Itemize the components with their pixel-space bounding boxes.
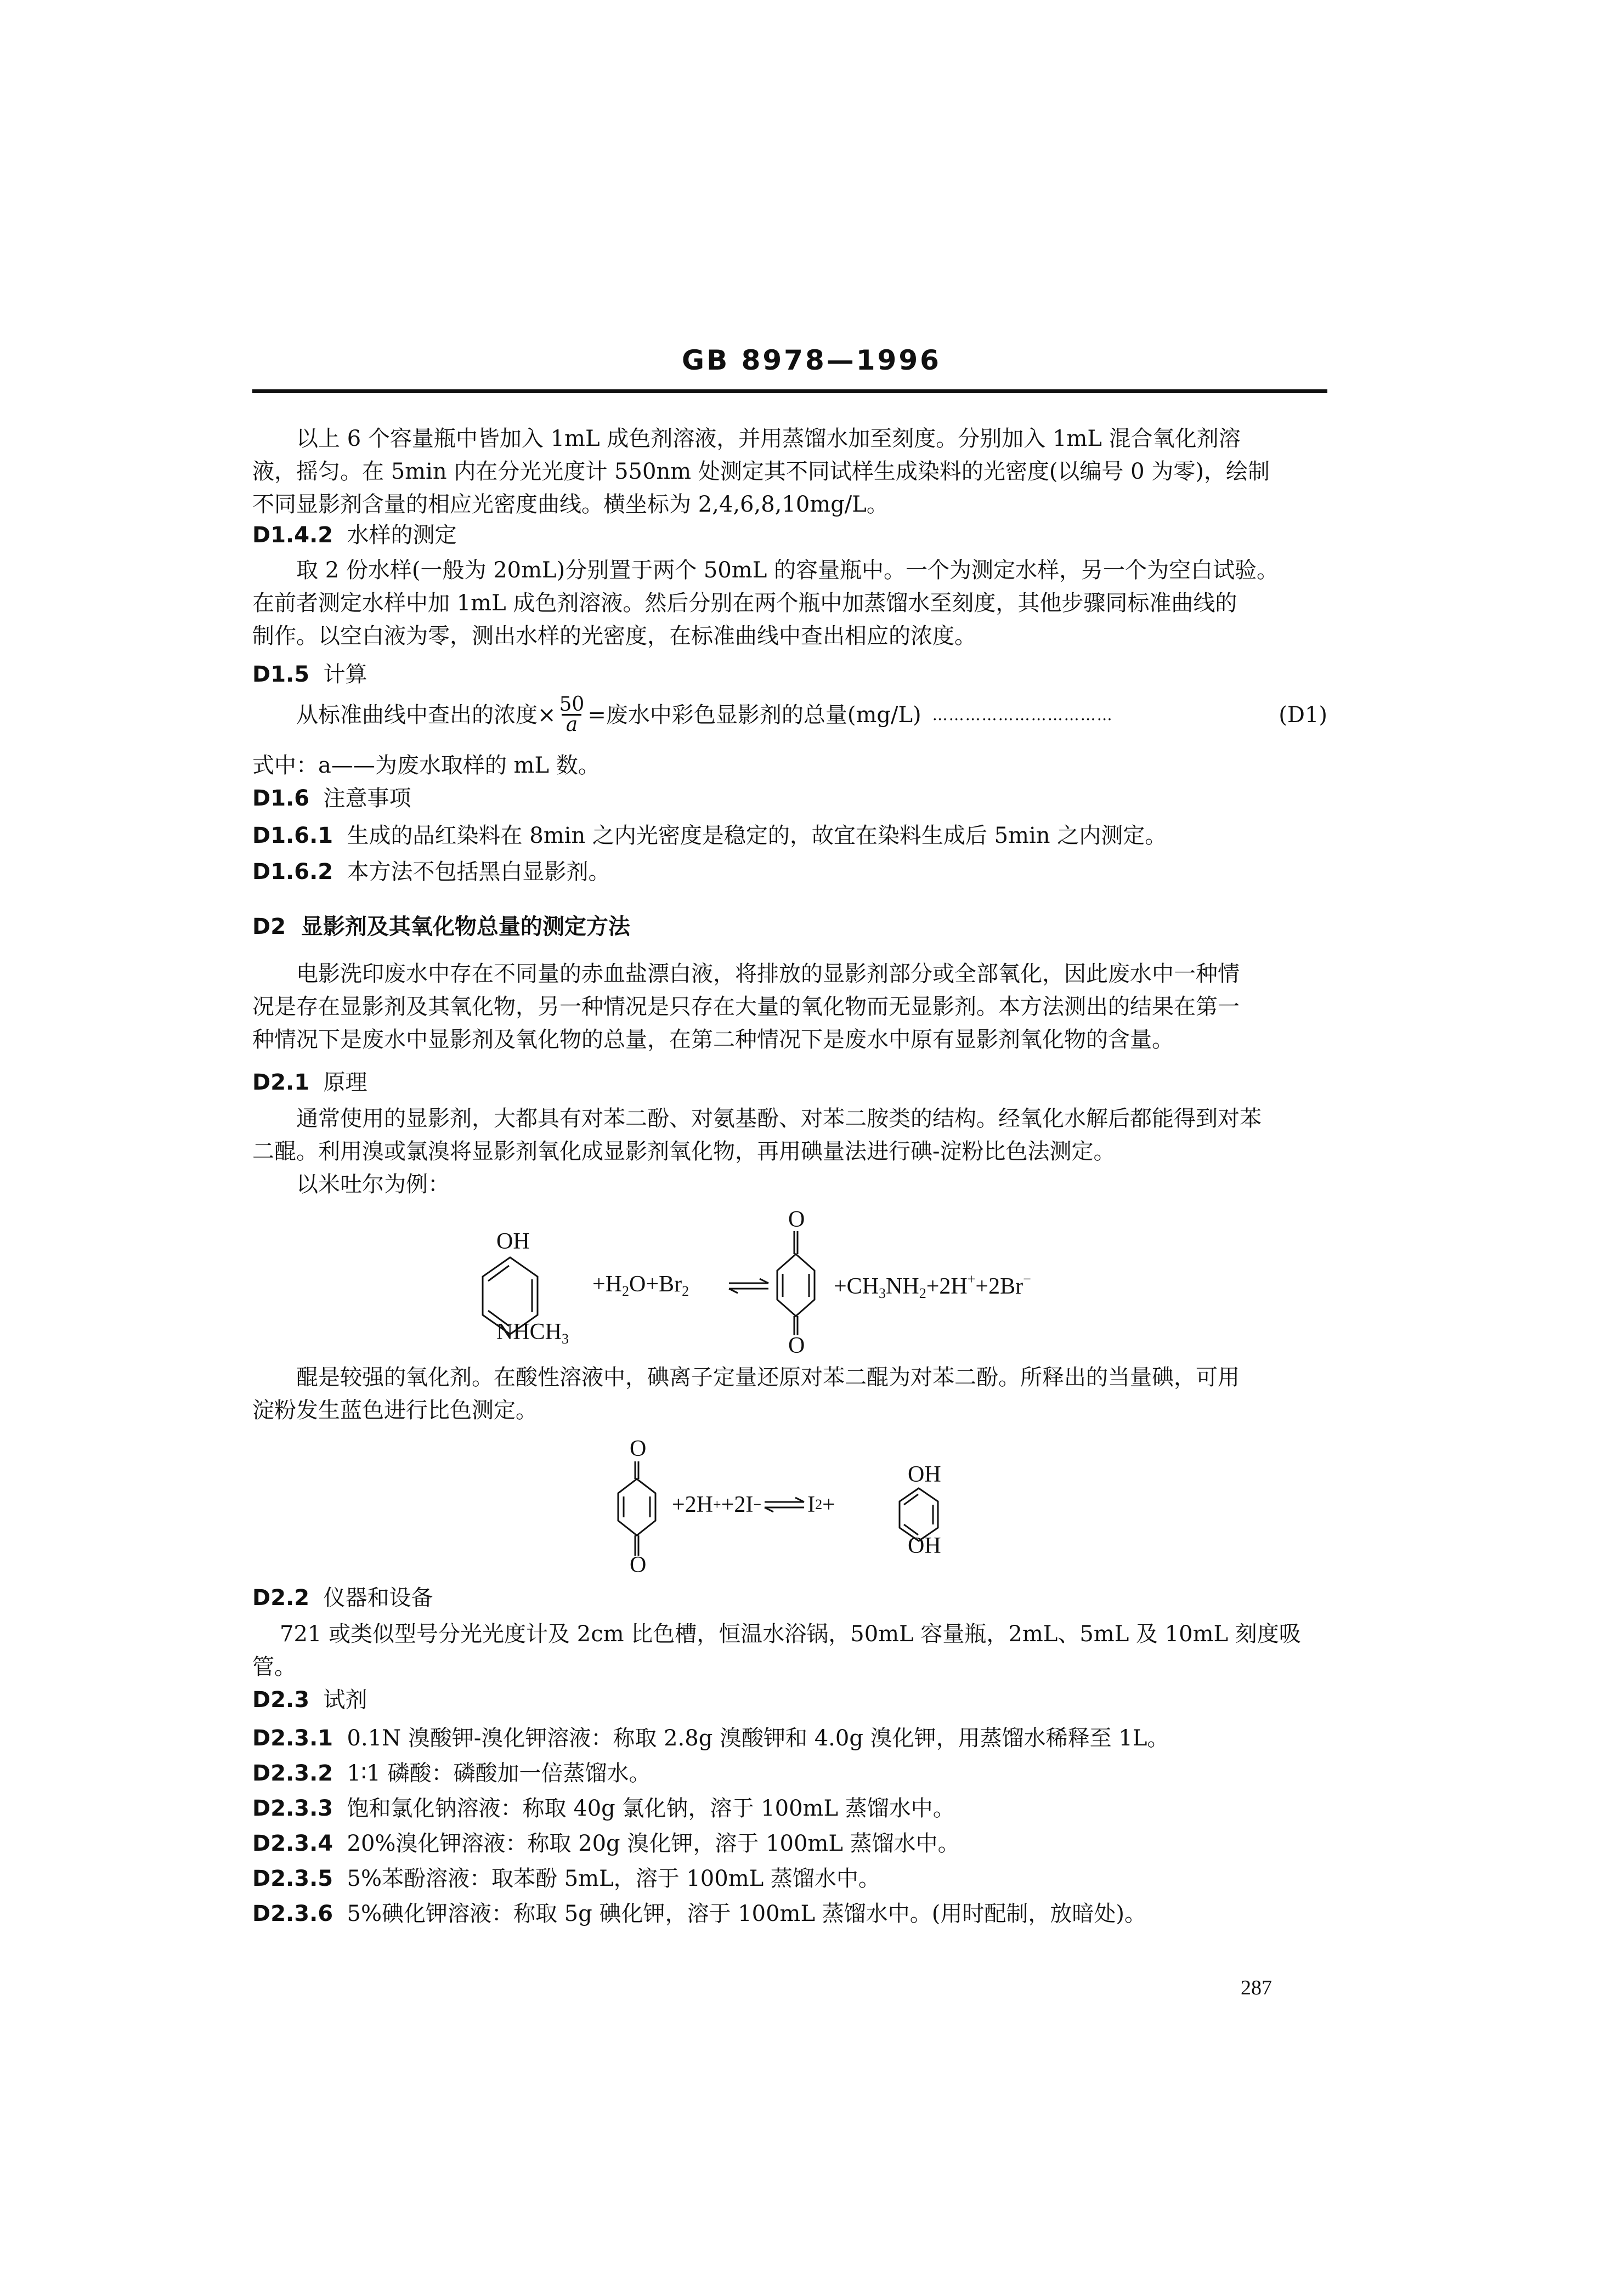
plus: + <box>822 1492 835 1517</box>
section-d1-4-2-heading <box>252 522 457 548</box>
subscript: 2 <box>682 1283 689 1299</box>
metol-nhch3-label <box>496 1319 569 1347</box>
d1-4-2-line-3: 制作。以空白液为零，测出水样的光密度，在标准曲线中查出相应的浓度。 <box>252 623 976 649</box>
plus-2h: +2H <box>672 1492 714 1517</box>
section-title: 计算 <box>323 662 367 687</box>
section-d2-heading <box>252 914 630 940</box>
section-number: D2.2 <box>252 1585 310 1611</box>
subscript: 2 <box>622 1283 630 1299</box>
subscript: 3 <box>879 1285 886 1301</box>
d2-1-line-2: 二醌。利用溴或氯溴将显影剂氧化成显影剂氧化物，再用碘量法进行碘-淀粉比色法测定。 <box>252 1139 1116 1164</box>
intro-line-2: 液，摇匀。在 5min 内在分光光度计 550nm 处测定其不同试样生成染料的光密度(以编号 0 为零)，绘制 <box>252 459 1270 484</box>
quinone-top-o: O <box>788 1207 805 1232</box>
section-d1-6-1 <box>252 823 1167 849</box>
plus-2i: +2I <box>721 1492 754 1517</box>
reaction2-middle <box>672 1492 835 1518</box>
d2-1-after-line-1: 醌是较强的氧化剂。在酸性溶液中，碘离子定量还原对苯二醌为对苯二酚。所释出的当量碘，可用 <box>296 1365 1240 1390</box>
hydroquinone-bottom-oh: OH <box>908 1533 941 1558</box>
d2-line-3: 种情况下是废水中显影剂及氧化物的总量，在第二种情况下是废水中原有显影剂氧化物的含量。 <box>252 1027 1174 1052</box>
quinone2-ring-icon <box>612 1461 661 1557</box>
section-number: D1.4.2 <box>252 523 333 548</box>
formula-left: 从标准曲线中查出的浓度× <box>296 702 556 728</box>
reagent-item <box>252 1866 880 1892</box>
header-rule <box>252 389 1327 393</box>
formula-leader-dots: …………………………… <box>932 705 1113 724</box>
section-text: 生成的品红染料在 8min 之内光密度是稳定的，故宜在染料生成后 5min 之内测定。 <box>347 823 1167 848</box>
fraction-numerator: 50 <box>559 693 585 716</box>
reagent-item <box>252 1901 1146 1927</box>
intro-line-3: 不同显影剂含量的相应光密度曲线。横坐标为 2,4,6,8,10mg/L。 <box>252 492 889 517</box>
section-title: 仪器和设备 <box>323 1585 433 1611</box>
o-plus-br: O+Br <box>629 1272 682 1297</box>
section-d2-3-heading <box>252 1687 367 1713</box>
d2-line-1: 电影洗印废水中存在不同量的赤血盐漂白液，将排放的显影剂部分或全部氧化，因此废水中一种情 <box>296 961 1240 987</box>
subscript: 3 <box>562 1331 569 1347</box>
quinone2-bottom-o: O <box>630 1552 647 1578</box>
section-number: D1.6.1 <box>252 823 333 848</box>
nhch-text: NHCH <box>496 1319 562 1345</box>
fraction-denominator: a <box>565 713 578 736</box>
formula-d1 <box>296 695 1327 734</box>
section-text: 本方法不包括黑白显影剂。 <box>347 859 610 885</box>
d2-1-after-line-2: 淀粉发生蓝色进行比色测定。 <box>252 1398 538 1423</box>
reagent-text: 饱和氯化钠溶液：称取 40g 氯化钠，溶于 100mL 蒸馏水中。 <box>347 1796 955 1821</box>
plus-h: +H <box>592 1272 623 1297</box>
d2-1-example: 以米吐尔为例： <box>296 1172 450 1197</box>
iodine: I <box>807 1492 816 1517</box>
reagent-item <box>252 1725 1169 1751</box>
superscript: + <box>713 1496 721 1512</box>
page-number: 287 <box>1241 1976 1272 1999</box>
reagent-number: D2.3.2 <box>252 1761 333 1786</box>
d2-2-line-1: 721 或类似型号分光光度计及 2cm 比色槽，恒温水浴锅，50mL 容量瓶，2mL、5mL 及 10mL 刻度吸 <box>280 1622 1301 1647</box>
d1-4-2-line-2: 在前者测定水样中加 1mL 成色剂溶液。然后分别在两个瓶中加蒸馏水至刻度，其他步骤同标准曲线的 <box>252 591 1237 616</box>
d1-4-2-line-1: 取 2 份水样(一般为 20mL)分别置于两个 50mL 的容量瓶中。一个为测定水样，另一个为空白试验。 <box>296 558 1279 583</box>
section-d1-6-2 <box>252 859 610 885</box>
reagent-number: D2.3.3 <box>252 1796 333 1821</box>
section-d2-2-heading <box>252 1585 433 1611</box>
d2-line-2: 况是存在显影剂及其氧化物，另一种情况是只存在大量的氧化物而无显影剂。本方法测出的结果在第一 <box>252 994 1240 1019</box>
reagent-text: 5%苯酚溶液：取苯酚 5mL，溶于 100mL 蒸馏水中。 <box>347 1866 880 1891</box>
section-number: D2.3 <box>252 1687 310 1713</box>
section-number: D2 <box>252 914 286 939</box>
section-title: 原理 <box>323 1070 367 1095</box>
formula-fraction <box>559 695 585 734</box>
plus-2h: +2H <box>926 1274 968 1299</box>
subscript: 2 <box>815 1496 823 1512</box>
reaction1-reactants <box>592 1271 689 1300</box>
reaction1-products <box>834 1271 1031 1302</box>
document-header-title: GB 8978—1996 <box>682 344 941 376</box>
formula-where: 式中：a——为废水取样的 mL 数。 <box>252 753 600 778</box>
quinone-ring-icon <box>771 1231 820 1335</box>
d2-2-line-2: 管。 <box>252 1654 296 1680</box>
superscript: − <box>753 1496 762 1512</box>
superscript: − <box>1023 1271 1031 1287</box>
reagent-text: 1∶1 磷酸：磷酸加一倍蒸馏水。 <box>347 1761 651 1786</box>
reagent-item <box>252 1830 960 1857</box>
metol-oh-label: OH <box>496 1229 530 1254</box>
section-d1-5-heading <box>252 661 367 688</box>
reagent-text: 20%溴化钾溶液：称取 20g 溴化钾，溶于 100mL 蒸馏水中。 <box>347 1831 960 1856</box>
section-title: 水样的测定 <box>347 523 457 548</box>
section-title: 试剂 <box>323 1687 367 1713</box>
quinone-bottom-o: O <box>788 1333 805 1358</box>
section-number: D1.5 <box>252 662 310 687</box>
section-d2-1-heading <box>252 1069 367 1096</box>
equilibrium-arrow-icon <box>762 1496 806 1513</box>
d2-1-line-1: 通常使用的显影剂，大都具有对苯二酚、对氨基酚、对苯二胺类的结构。经氧化水解后都能得到对苯 <box>296 1106 1262 1131</box>
reagent-text: 0.1N 溴酸钾-溴化钾溶液：称取 2.8g 溴酸钾和 4.0g 溴化钾，用蒸馏水稀释至 1L。 <box>347 1726 1169 1751</box>
section-number: D2.1 <box>252 1070 310 1095</box>
reagent-text: 5%碘化钾溶液：称取 5g 碘化钾，溶于 100mL 蒸馏水中。(用时配制，放暗处)。 <box>347 1901 1146 1926</box>
plus-ch: +CH <box>834 1274 879 1299</box>
intro-line-1: 以上 6 个容量瓶中皆加入 1mL 成色剂溶液，并用蒸馏水加至刻度。分别加入 1mL 混合氧化剂溶 <box>296 426 1241 451</box>
hydroquinone-top-oh: OH <box>908 1462 941 1487</box>
section-title: 显影剂及其氧化物总量的测定方法 <box>301 914 630 939</box>
reagent-item <box>252 1795 955 1822</box>
nh: NH <box>886 1274 919 1299</box>
formula-right: =废水中彩色显影剂的总量(mg/L) <box>587 702 921 728</box>
reagent-number: D2.3.5 <box>252 1866 333 1891</box>
reagent-number: D2.3.6 <box>252 1901 333 1926</box>
reagent-number: D2.3.1 <box>252 1726 333 1751</box>
subscript: 2 <box>919 1285 926 1301</box>
section-number: D1.6 <box>252 786 310 811</box>
superscript: + <box>967 1271 976 1287</box>
equilibrium-arrow-icon <box>727 1278 771 1294</box>
formula-label: (D1) <box>1279 702 1327 728</box>
section-d1-6-heading <box>252 785 411 812</box>
reagent-item <box>252 1760 651 1787</box>
quinone2-top-o: O <box>630 1436 647 1461</box>
plus-2br: +2Br <box>975 1274 1023 1299</box>
section-title: 注意事项 <box>323 786 411 811</box>
section-number: D1.6.2 <box>252 859 333 885</box>
reagent-number: D2.3.4 <box>252 1831 333 1856</box>
